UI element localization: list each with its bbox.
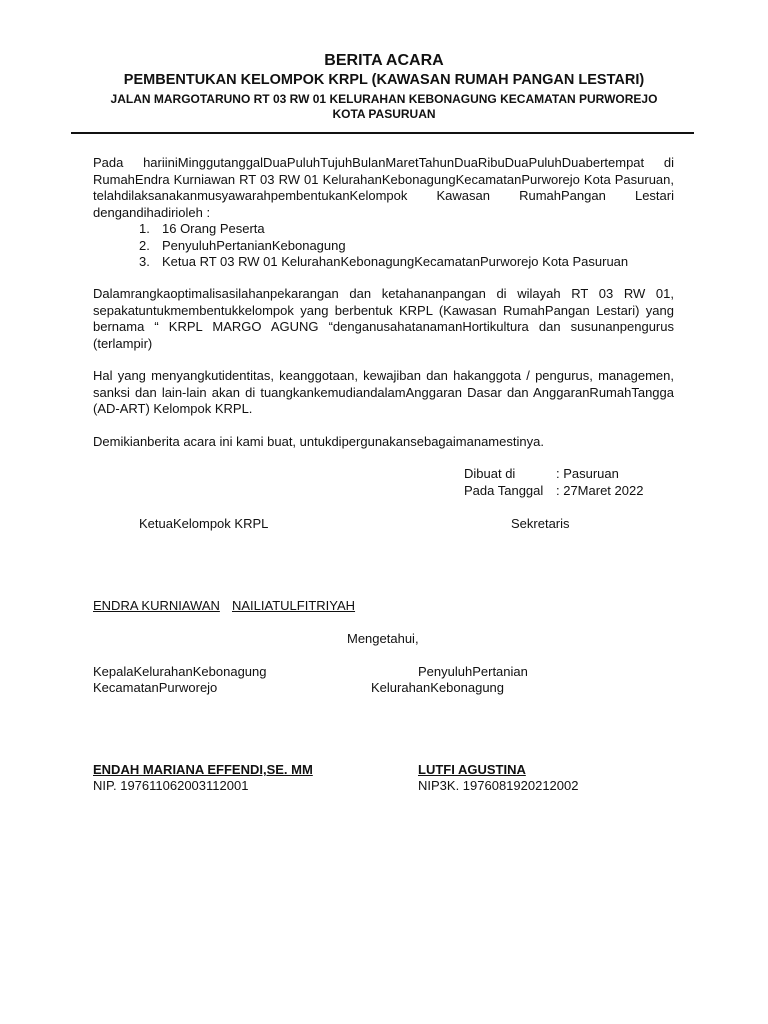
- chair-name: ENDRA KURNIAWAN: [93, 598, 220, 613]
- list-text: PenyuluhPertanianKebonagung: [162, 237, 346, 253]
- address-line-1: JALAN MARGOTARUNO RT 03 RW 01 KELURAHAN KEBONAGUNG KECAMATAN PURWOREJO: [110, 92, 658, 106]
- official2-name: LUTFI AGUSTINA: [418, 762, 526, 777]
- official2-nip: NIP3K. 1976081920212002: [418, 778, 579, 793]
- address-line-2: KOTA PASURUAN: [332, 107, 436, 121]
- paragraph-line: bernama “ KRPL MARGO AGUNG “denganusahatanamanHortikultura dan susunanpengurus: [93, 319, 674, 334]
- official2-role: PenyuluhPertanian: [418, 664, 528, 679]
- chair-role: KetuaKelompok KRPL: [139, 516, 269, 531]
- paragraph-line: Dalamrangkaoptimalisasilahanpekarangan dan ketahananpangan di wilayah RT 03 RW 01,: [93, 286, 674, 301]
- place-label: Dibuat di: [464, 466, 516, 481]
- acknowledged-label: Mengetahui,: [347, 631, 419, 646]
- secretary-role: Sekretaris: [511, 516, 570, 531]
- paragraph-line: telahdilaksanakanmusyawarahpembentukanKelompok Kawasan RumahPangan Lestari: [93, 188, 674, 203]
- secretary-name: NAILIATULFITRIYAH: [232, 598, 356, 613]
- paragraph-line: sanksi dan lain-lain akan di tuangkankemudiandalamAnggaran Dasar dan AnggaranRumahTangga: [93, 384, 674, 400]
- list-number: 1.: [139, 221, 150, 236]
- official2-role-line2: KelurahanKebonagung: [371, 680, 505, 695]
- paragraph-line: sepakatuntukmembentukkelompok yang berbentuk KRPL (Kawasan RumahPangan Lestari) yang: [93, 302, 674, 318]
- list-number: 2.: [139, 237, 150, 253]
- closing-statement: Demikianberita acara ini kami buat, untukdipergunakansebagaimanamestinya.: [93, 434, 544, 449]
- paragraph-opening: [93, 155, 674, 221]
- paragraph-line: Pada hariiniMinggutanggalDuaPuluhTujuhBulanMaretTahunDuaRibuDuaPuluhDuabertempat di: [93, 155, 674, 170]
- paragraph-line: (AD-ART) Kelompok KRPL.: [93, 401, 253, 416]
- date-label: Pada Tanggal: [464, 483, 544, 498]
- paragraph-line: dengandihadirioleh :: [93, 204, 211, 220]
- list-text: 16 Orang Peserta: [162, 221, 265, 236]
- paragraph-rules: [93, 368, 674, 418]
- paragraph-line: RumahEndra Kurniawan RT 03 RW 01 KelurahanKebonagungKecamatanPurworejo Kota Pasuruan,: [93, 171, 674, 187]
- paragraph-purpose: [93, 286, 674, 352]
- list-text: Ketua RT 03 RW 01 KelurahanKebonagungKecamatanPurworejo Kota Pasuruan: [162, 254, 629, 269]
- official1-name: ENDAH MARIANA EFFENDI,SE. MM: [93, 762, 313, 777]
- list-item: [139, 221, 628, 238]
- official1-role: KepalaKelurahanKebonagung: [93, 664, 267, 679]
- official1-nip: NIP. 197611062003112001: [93, 778, 249, 793]
- document-subtitle: PEMBENTUKAN KELOMPOK KRPL (KAWASAN RUMAH PANGAN LESTARI): [123, 72, 645, 88]
- place-value: : Pasuruan: [556, 466, 619, 481]
- paragraph-line: Hal yang menyangkutidentitas, keanggotaan, kewajiban dan hakanggota / pengurus, managemen,: [93, 368, 674, 383]
- list-number: 3.: [139, 254, 150, 269]
- list-item: [139, 254, 628, 271]
- paragraph-line: (terlampir): [93, 335, 153, 351]
- attendee-list: [139, 221, 628, 271]
- date-value: : 27Maret 2022: [556, 483, 644, 498]
- document-title: BERITA ACARA: [324, 52, 444, 69]
- header-divider: [71, 132, 694, 134]
- official1-role-line2: KecamatanPurworejo: [93, 680, 218, 695]
- list-item: [139, 238, 628, 255]
